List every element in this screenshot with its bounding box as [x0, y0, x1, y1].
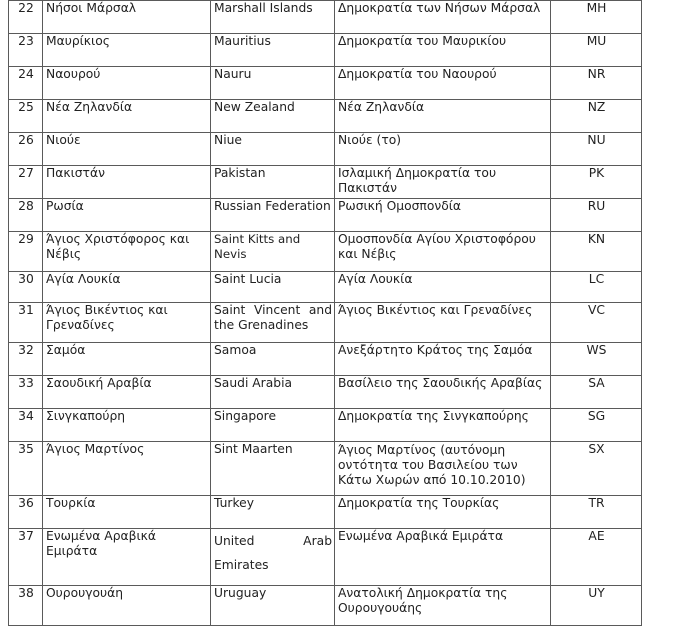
- official-name: Ομοσπονδία Αγίου Χριστοφόρου και Νέβις: [335, 232, 551, 272]
- greek-name: Μαυρίκιος: [43, 34, 211, 67]
- official-name: Άγιος Μαρτίνος (αυτόνομη οντότητα του Βασιλείου των Κάτω Χωρών από 10.10.2010): [335, 442, 551, 496]
- row-number: 28: [9, 199, 43, 232]
- country-code: SG: [551, 409, 642, 442]
- row-number: 22: [9, 1, 43, 34]
- official-name: Ρωσική Ομοσπονδία: [335, 199, 551, 232]
- english-name: Singapore: [211, 409, 335, 442]
- table-row: [9, 67, 642, 100]
- country-code: LC: [551, 272, 642, 303]
- english-name: Saint Vincent and the Grenadines: [211, 303, 335, 343]
- official-name: Νιούε (το): [335, 133, 551, 166]
- greek-name: Ενωμένα Αραβικά Εμιράτα: [43, 529, 211, 586]
- table-row: [9, 376, 642, 409]
- row-number: 26: [9, 133, 43, 166]
- row-number: 38: [9, 586, 43, 626]
- official-name: Ισλαμική Δημοκρατία του Πακιστάν: [335, 166, 551, 199]
- row-number: 36: [9, 496, 43, 529]
- english-name: Nauru: [211, 67, 335, 100]
- country-code: SA: [551, 376, 642, 409]
- country-code: MH: [551, 1, 642, 34]
- greek-name: Πακιστάν: [43, 166, 211, 199]
- country-code: RU: [551, 199, 642, 232]
- table-row: [9, 1, 642, 34]
- table-row: [9, 303, 642, 343]
- greek-name: Ναουρού: [43, 67, 211, 100]
- greek-name: Ρωσία: [43, 199, 211, 232]
- english-name: Samoa: [211, 343, 335, 376]
- greek-name: Νήσοι Μάρσαλ: [43, 1, 211, 34]
- english-name: Marshall Islands: [211, 1, 335, 34]
- row-number: 23: [9, 34, 43, 67]
- greek-name: Σινγκαπούρη: [43, 409, 211, 442]
- row-number: 35: [9, 442, 43, 496]
- table-row: [9, 34, 642, 67]
- official-name: Άγιος Βικέντιος και Γρεναδίνες: [335, 303, 551, 343]
- row-number: 31: [9, 303, 43, 343]
- country-code: NR: [551, 67, 642, 100]
- table-row: [9, 409, 642, 442]
- official-name: Αγία Λουκία: [335, 272, 551, 303]
- official-name: Ανεξάρτητο Κράτος της Σαμόα: [335, 343, 551, 376]
- country-code: AE: [551, 529, 642, 586]
- row-number: 24: [9, 67, 43, 100]
- country-code: TR: [551, 496, 642, 529]
- english-name: United Arab Emirates: [211, 529, 335, 586]
- greek-name: Αγία Λουκία: [43, 272, 211, 303]
- table-row: [9, 272, 642, 303]
- row-number: 33: [9, 376, 43, 409]
- greek-name: Άγιος Μαρτίνος: [43, 442, 211, 496]
- english-name: Russian Federation: [211, 199, 335, 232]
- english-name: Pakistan: [211, 166, 335, 199]
- greek-name: Νιούε: [43, 133, 211, 166]
- row-number: 25: [9, 100, 43, 133]
- official-name: Δημοκρατία του Ναουρού: [335, 67, 551, 100]
- official-name: Δημοκρατία των Νήσων Μάρσαλ: [335, 1, 551, 34]
- english-name: Turkey: [211, 496, 335, 529]
- english-name: Saint Kitts and Nevis: [211, 232, 335, 272]
- english-name: Mauritius: [211, 34, 335, 67]
- table-row: [9, 199, 642, 232]
- official-name: Ανατολική Δημοκρατία της Ουρουγουάης: [335, 586, 551, 626]
- country-code: VC: [551, 303, 642, 343]
- greek-name: Σαμόα: [43, 343, 211, 376]
- greek-name: Σαουδική Αραβία: [43, 376, 211, 409]
- table-row: [9, 442, 642, 496]
- row-number: 37: [9, 529, 43, 586]
- english-name: New Zealand: [211, 100, 335, 133]
- table-row: [9, 343, 642, 376]
- greek-name: Ουρουγουάη: [43, 586, 211, 626]
- greek-name: Άγιος Βικέντιος και Γρεναδίνες: [43, 303, 211, 343]
- table-row: [9, 100, 642, 133]
- table-row: [9, 232, 642, 272]
- official-name: Δημοκρατία της Σινγκαπούρης: [335, 409, 551, 442]
- table-row: [9, 133, 642, 166]
- country-code: UY: [551, 586, 642, 626]
- country-code: NZ: [551, 100, 642, 133]
- row-number: 30: [9, 272, 43, 303]
- greek-name: Τουρκία: [43, 496, 211, 529]
- row-number: 32: [9, 343, 43, 376]
- greek-name: Νέα Ζηλανδία: [43, 100, 211, 133]
- official-name: Δημοκρατία της Τουρκίας: [335, 496, 551, 529]
- row-number: 29: [9, 232, 43, 272]
- official-name: Βασίλειο της Σαουδικής Αραβίας: [335, 376, 551, 409]
- country-code: PK: [551, 166, 642, 199]
- country-code: KN: [551, 232, 642, 272]
- english-name: Saudi Arabia: [211, 376, 335, 409]
- row-number: 27: [9, 166, 43, 199]
- official-name: Ενωμένα Αραβικά Εμιράτα: [335, 529, 551, 586]
- country-code: NU: [551, 133, 642, 166]
- table-row: [9, 166, 642, 199]
- country-codes-table: [8, 0, 642, 626]
- english-name: Sint Maarten: [211, 442, 335, 496]
- english-name: Uruguay: [211, 586, 335, 626]
- table-row: [9, 586, 642, 626]
- official-name: Νέα Ζηλανδία: [335, 100, 551, 133]
- english-name: Niue: [211, 133, 335, 166]
- country-code: WS: [551, 343, 642, 376]
- row-number: 34: [9, 409, 43, 442]
- country-code: MU: [551, 34, 642, 67]
- table-row: [9, 529, 642, 586]
- country-code: SX: [551, 442, 642, 496]
- table-row: [9, 496, 642, 529]
- english-name: Saint Lucia: [211, 272, 335, 303]
- greek-name: Άγιος Χριστόφορος και Νέβις: [43, 232, 211, 272]
- official-name: Δημοκρατία του Μαυρικίου: [335, 34, 551, 67]
